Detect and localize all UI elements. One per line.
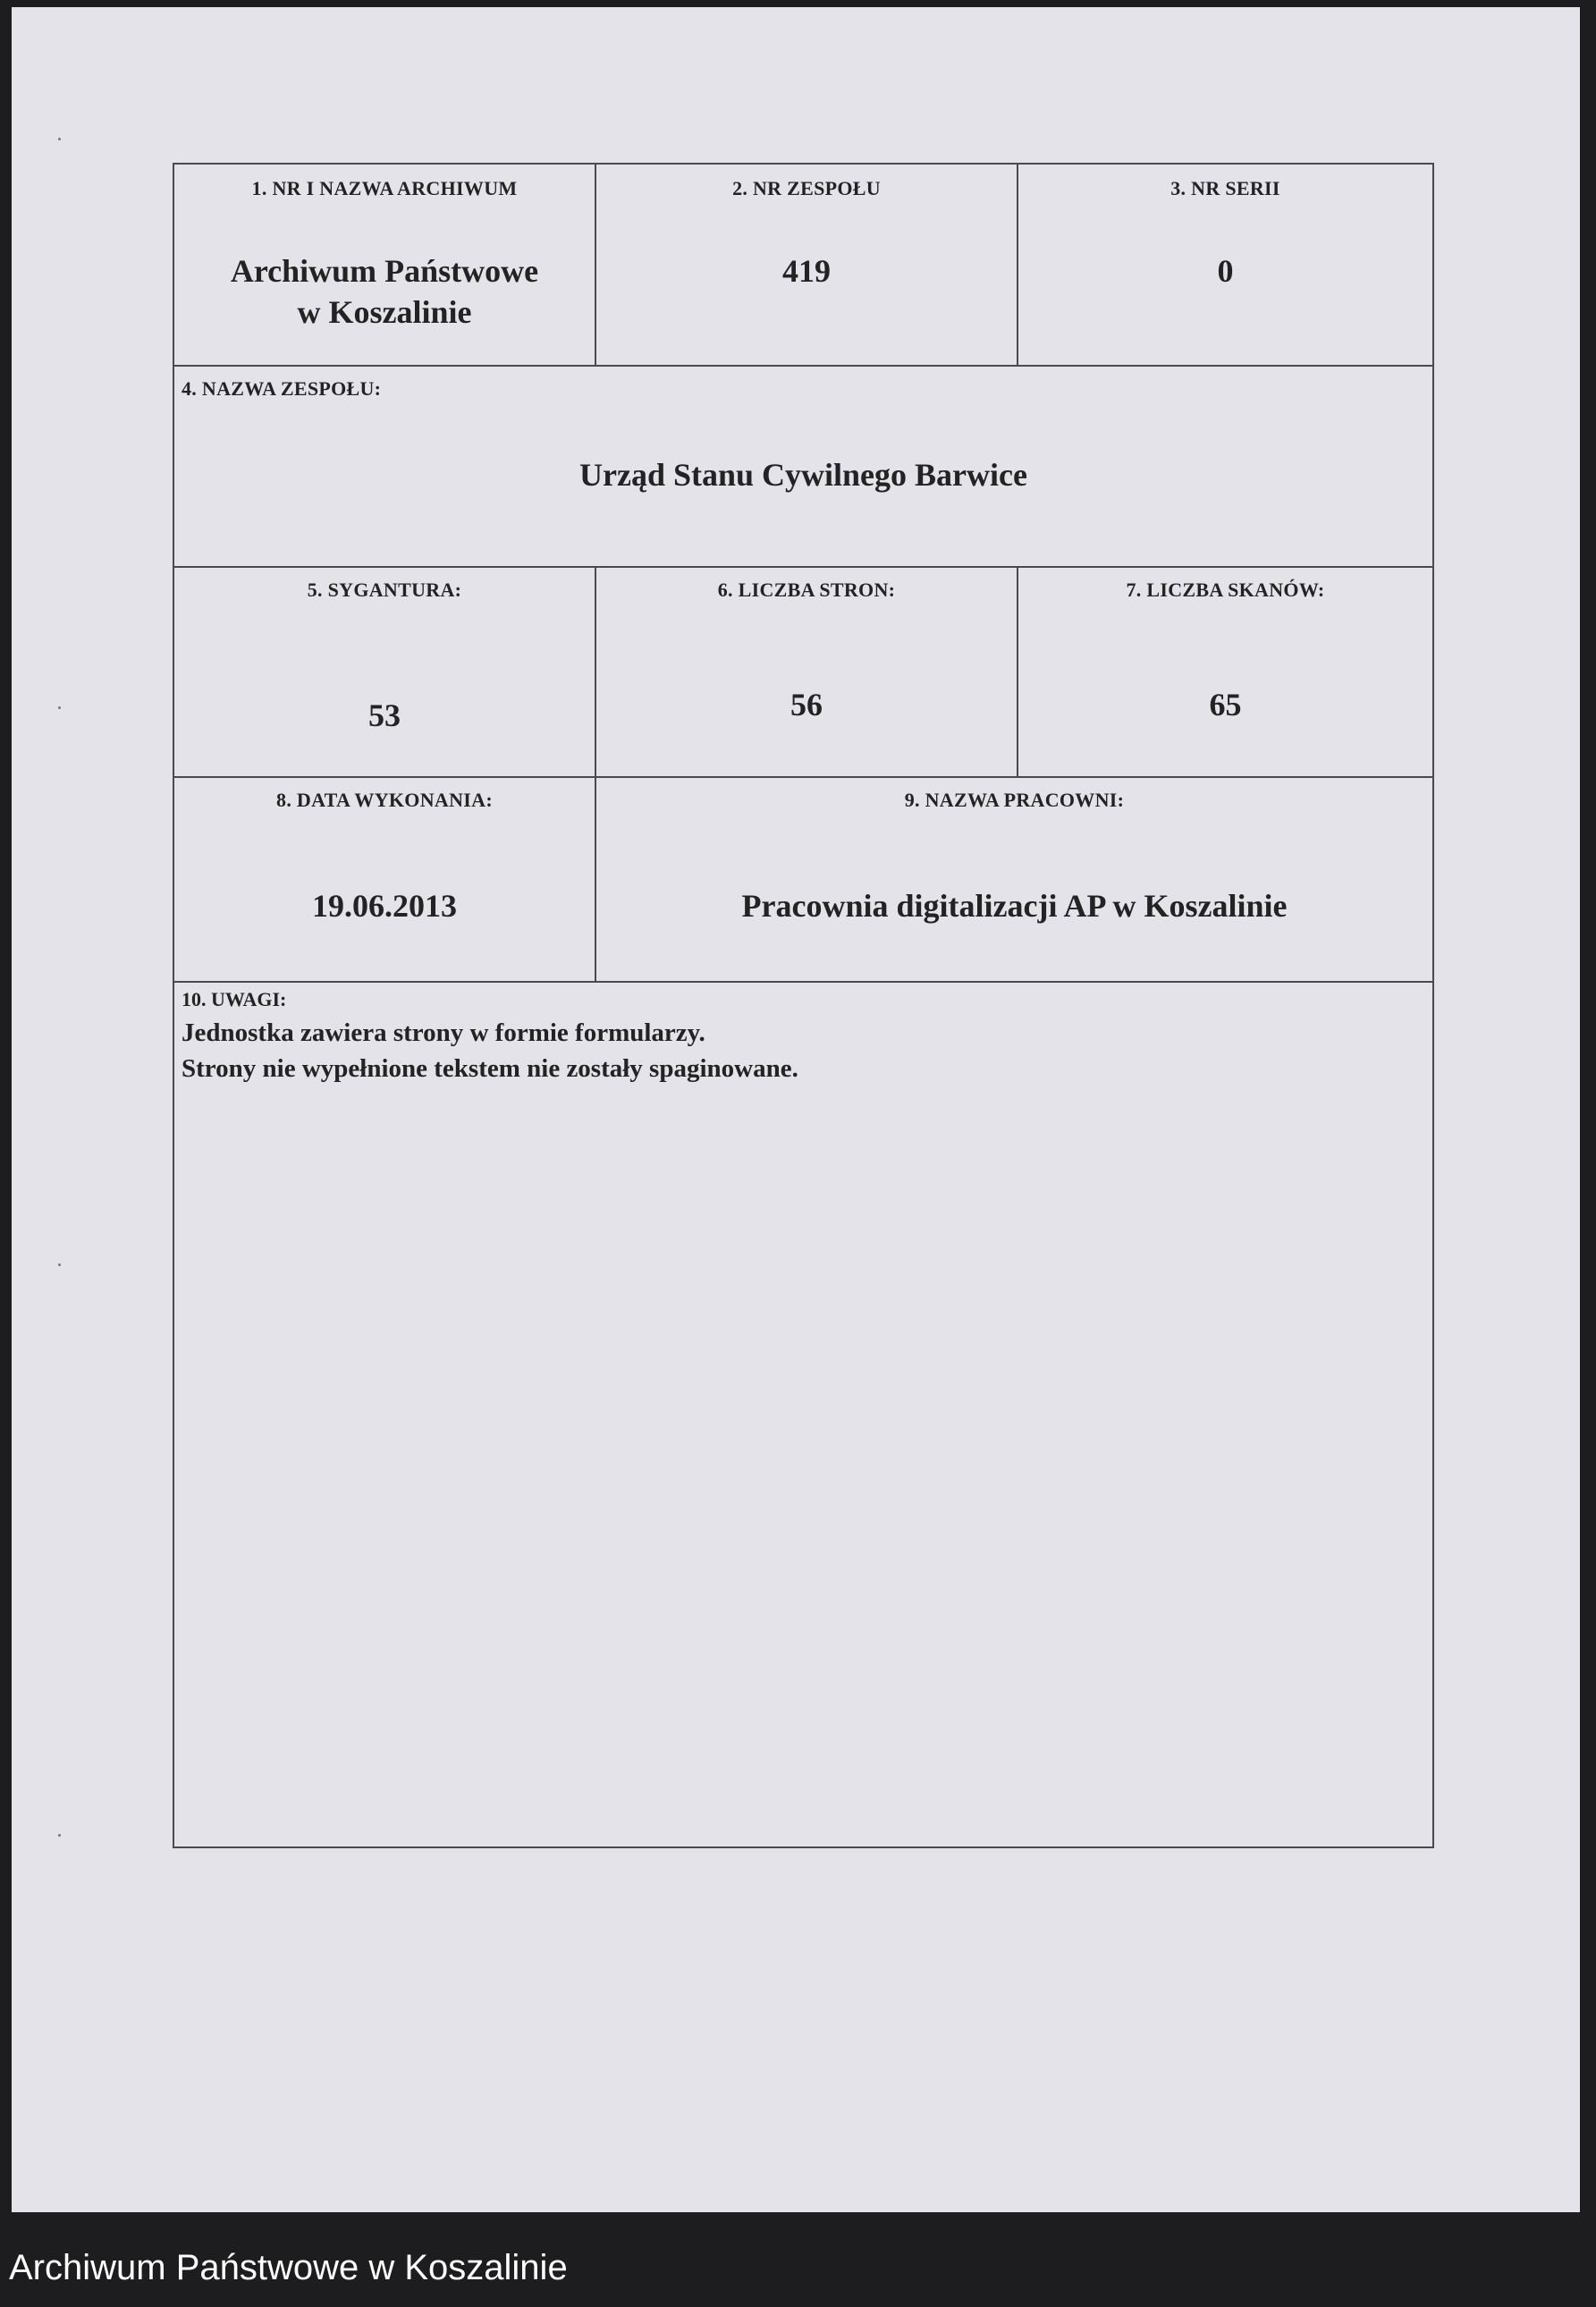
field-value-archive-name: Archiwum Państwowe w Koszalinie	[230, 253, 539, 330]
scan-speck	[58, 1834, 61, 1837]
field-notes	[174, 981, 1432, 1846]
field-date	[174, 776, 595, 981]
field-value: 0	[1217, 253, 1234, 289]
field-value: 53	[368, 697, 401, 733]
notes-line: Strony nie wypełnione tekstem nie zostały spaginowane.	[182, 1054, 798, 1083]
scan-speck	[58, 706, 61, 709]
archive-metadata-form	[173, 163, 1434, 1848]
scanned-page	[12, 7, 1580, 2212]
field-value: Urząd Stanu Cywilnego Barwice	[579, 457, 1027, 493]
form-row-date-workshop	[174, 776, 1432, 983]
field-series-number	[1017, 165, 1432, 365]
field-value: Pracownia digitalizacji AP w Koszalinie	[741, 888, 1288, 924]
field-fonds-number	[595, 165, 1017, 365]
field-label: 1. NR I NAZWA ARCHIWUM	[251, 177, 518, 199]
scan-speck	[58, 1263, 61, 1266]
field-archive	[174, 165, 595, 365]
field-label: 10. UWAGI:	[182, 988, 287, 1010]
field-value: 65	[1209, 687, 1242, 723]
field-scan-count	[1017, 566, 1432, 776]
field-workshop-name	[595, 776, 1432, 981]
field-label: 6. LICZBA STRON:	[717, 579, 896, 601]
field-label: 8. DATA WYKONANIA:	[276, 789, 493, 811]
notes-text	[174, 1015, 1432, 1086]
field-page-count	[595, 566, 1017, 776]
field-value: 19.06.2013	[312, 888, 457, 924]
notes-line: Jednostka zawiera strony w formie formularzy.	[182, 1018, 705, 1047]
archive-caption: Archiwum Państwowe w Koszalinie	[9, 2248, 568, 2287]
field-label: 5. SYGANTURA:	[307, 579, 462, 601]
field-value: 419	[782, 253, 831, 289]
field-label: 4. NAZWA ZESPOŁU:	[182, 377, 382, 400]
field-label: 7. LICZBA SKANÓW:	[1126, 579, 1325, 601]
field-fonds-name	[174, 365, 1432, 566]
field-label: 2. NR ZESPOŁU	[732, 177, 881, 199]
field-label: 3. NR SERII	[1170, 177, 1280, 199]
form-row-fonds-name	[174, 365, 1432, 568]
field-signature	[174, 566, 595, 776]
field-label: 9. NAZWA PRACOWNI:	[904, 789, 1125, 811]
form-row-counts	[174, 566, 1432, 778]
form-row-archive	[174, 165, 1432, 367]
field-value: 56	[790, 687, 823, 723]
scan-speck	[58, 138, 61, 140]
